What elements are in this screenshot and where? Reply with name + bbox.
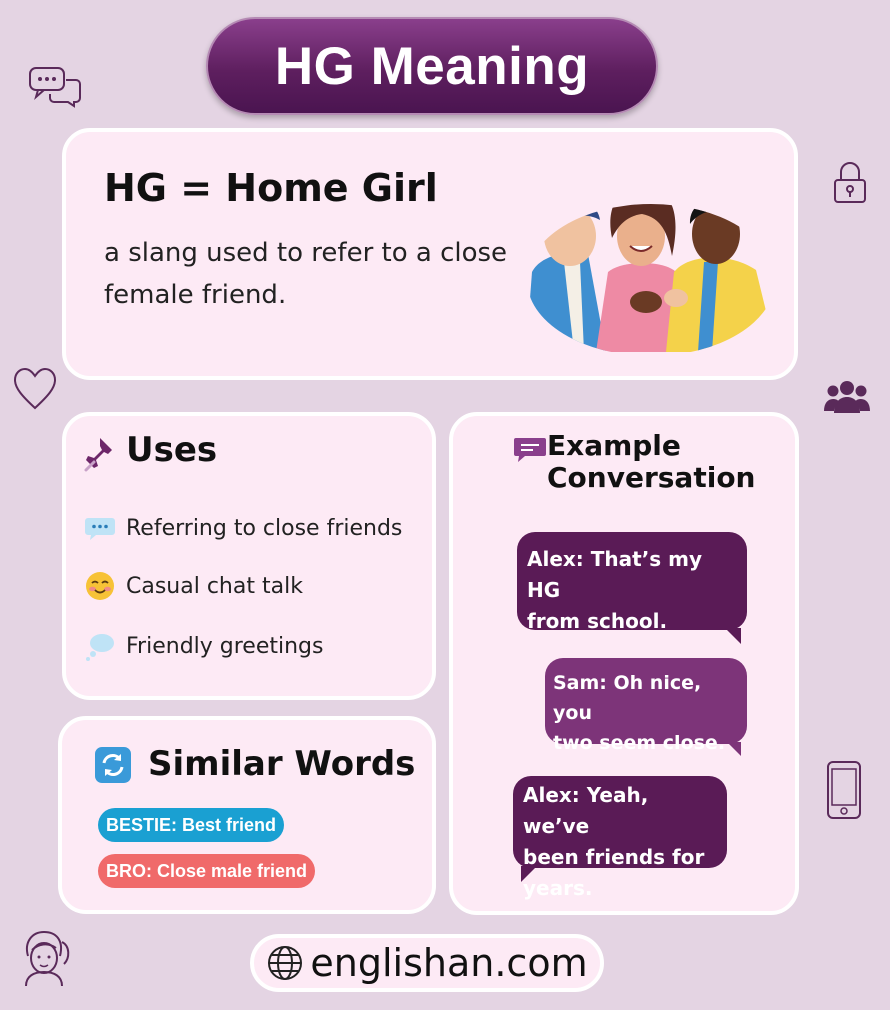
message-bubble-3: Alex: Yeah, we’ve been friends for years. xyxy=(513,776,727,868)
similar-word-badge-bro: BRO: Close male friend xyxy=(98,854,315,888)
refresh-arrows-icon xyxy=(94,746,132,784)
group-people-icon xyxy=(824,380,870,414)
similar-words-card xyxy=(58,716,436,914)
definition-heading: HG = Home Girl xyxy=(104,166,438,210)
use-item-1 xyxy=(84,512,402,544)
friends-illustration xyxy=(526,180,776,352)
smiling-face-icon xyxy=(84,570,116,602)
globe-icon xyxy=(266,944,304,982)
definition-card xyxy=(62,128,798,380)
uses-title: Uses xyxy=(126,430,218,470)
use-item-label: Friendly greetings xyxy=(126,633,324,659)
speech-bubble-icon xyxy=(84,512,116,544)
conversation-title: Example Conversation xyxy=(547,429,756,494)
girl-face-icon xyxy=(18,928,76,988)
use-item-label: Referring to close friends xyxy=(126,515,403,541)
use-item-2 xyxy=(84,570,303,602)
footer-site-text: englishan.com xyxy=(310,941,588,985)
similar-words-title: Similar Words xyxy=(148,744,416,784)
page-title-banner xyxy=(206,17,658,115)
use-item-3 xyxy=(84,630,323,662)
definition-text: a slang used to refer to a close female friend. xyxy=(104,238,508,310)
padlock-icon xyxy=(832,160,868,206)
use-item-label: Casual chat talk xyxy=(126,573,303,599)
pushpin-icon xyxy=(82,434,120,474)
uses-card xyxy=(62,412,436,700)
page-title: HG Meaning xyxy=(274,36,590,96)
message-bubble-1: Alex: That’s my HG from school. xyxy=(517,532,747,630)
chat-bubbles-icon xyxy=(28,66,82,108)
similar-word-badge-bestie: BESTIE: Best friend xyxy=(98,808,284,842)
message-icon xyxy=(513,436,547,464)
smartphone-icon xyxy=(826,760,862,820)
footer-site-pill xyxy=(250,934,604,992)
thought-bubble-icon xyxy=(84,630,116,662)
heart-icon xyxy=(12,366,58,412)
message-bubble-2: Sam: Oh nice, you two seem close. xyxy=(545,658,747,744)
conversation-card xyxy=(449,412,799,915)
